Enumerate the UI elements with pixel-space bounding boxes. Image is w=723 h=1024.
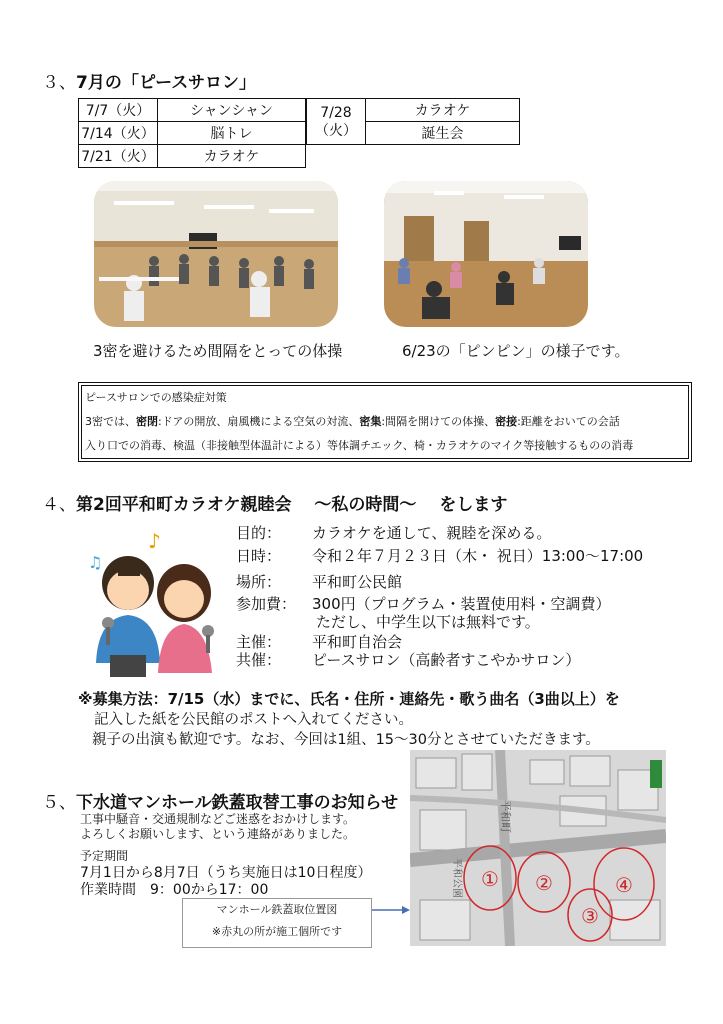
recruit-line2: 記入した紙を公民館のポストへ入れてください。 — [94, 712, 413, 728]
detail-value: ただし、中学生以下は無料です。 — [316, 613, 540, 631]
detail-row — [236, 571, 706, 593]
infection-control-inner — [81, 385, 689, 459]
detail-row — [236, 545, 706, 571]
schedule-event: 脳トレ — [158, 122, 306, 145]
karaoke-illustration — [80, 523, 230, 683]
detail-value: 令和２年７月２３日（木・ 祝日）13:00～17:00 — [312, 547, 644, 565]
detail-value: 平和町自治会 — [312, 633, 403, 651]
schedule-date-right — [307, 99, 366, 145]
detail-row — [236, 631, 706, 649]
detail-label: 日時： — [236, 547, 282, 565]
map-marker-3: ③ — [581, 904, 599, 928]
infobox-keyword: 密閉 — [136, 415, 158, 428]
construction-schedule — [80, 848, 371, 899]
schedule-date-line1: 7/28 — [320, 104, 352, 121]
schedule-event: カラオケ — [366, 99, 520, 122]
map-note-line2: ※赤丸の所が施工個所です — [211, 925, 343, 938]
infobox-keyword: 密集 — [359, 415, 382, 428]
detail-row — [236, 522, 706, 545]
section3-heading — [42, 68, 256, 93]
detail-value: カラオケを通して、親睦を深める。 — [312, 524, 552, 542]
section3-title: 7月の「ピースサロン」 — [76, 73, 256, 93]
exercise-photo-2-image — [384, 181, 588, 327]
map-marker-2: ② — [535, 871, 553, 895]
karaoke-singers-image — [80, 523, 230, 683]
notice-line1: 工事中騒音・交通規制などご迷惑をおかけします。 — [80, 812, 356, 826]
detail-label: 共催： — [236, 651, 282, 669]
detail-value: 300円（プログラム・装置使用料・空調費） — [312, 595, 611, 613]
recruit-line3: 親子の出演も歓迎です。なお、今回は1組、15～30分とさせていただきます。 — [92, 732, 600, 748]
schedule-event: シャンシャン — [158, 99, 306, 122]
infobox-text: 3密では、 — [85, 415, 136, 428]
svg-text:♫: ♫ — [88, 553, 103, 572]
exercise-photo-1 — [94, 181, 338, 327]
detail-row — [236, 593, 706, 611]
map-note-box — [182, 898, 372, 948]
schedule-table-left — [78, 98, 306, 168]
infobox-keyword: 密接 — [495, 415, 518, 428]
arrow-right-icon — [372, 904, 410, 916]
detail-label: 参加費： — [236, 595, 297, 613]
infobox-text: :間隔を開けての体操、 — [381, 415, 496, 428]
photo2-caption: 6/23の「ピンピン」の様子です。 — [402, 342, 630, 360]
svg-text:平和町: 平和町 — [499, 800, 512, 833]
infobox-title: ピースサロンでの感染症対策 — [85, 391, 227, 404]
schedule-date: 7/7（火） — [79, 99, 158, 122]
photo1-caption: 3密を避けるため間隔をとっての体操 — [93, 342, 343, 360]
period-label: 予定期間 — [80, 849, 129, 863]
work-hours: 作業時間 9：00から17：00 — [80, 882, 269, 898]
section4-number: ４、 — [42, 495, 76, 515]
schedule-row — [79, 99, 306, 122]
schedule-event: 誕生会 — [366, 122, 520, 145]
detail-row — [236, 611, 706, 631]
detail-label: 場所： — [236, 573, 282, 591]
exercise-photo-1-image — [94, 181, 338, 327]
schedule-date: 7/21（火） — [79, 145, 158, 168]
detail-value: 平和町公民館 — [312, 573, 403, 591]
section5-heading — [42, 788, 398, 813]
schedule-date: 7/14（火） — [79, 122, 158, 145]
period-value: 7月1日から8月7日（うち実施日は10日程度） — [80, 865, 372, 881]
schedule-row — [79, 122, 306, 145]
event-details — [236, 522, 706, 669]
detail-row — [236, 649, 706, 669]
infobox-text: :ドアの開放、扇風機による空気の対流、 — [158, 415, 360, 428]
svg-text:平和公園: 平和公園 — [451, 858, 462, 898]
recruit-line1: ※募集方法：7/15（水）までに、氏名・住所・連絡先・歌う曲名（3曲以上）を — [78, 690, 620, 708]
map-marker-1: ① — [481, 867, 499, 891]
section5-title: 下水道マンホール鉄蓋取替工事のお知らせ — [76, 793, 399, 813]
notice-line2: よろしくお願いします、という連絡がありました。 — [80, 827, 356, 841]
svg-text:♪: ♪ — [148, 529, 161, 553]
section4-heading — [42, 490, 507, 515]
infobox-line2: 入り口での消毒、検温（非接触型体温計による）等体調チエック、椅・カラオケのマイク等接触するものの消毒 — [85, 439, 634, 452]
detail-label: 主催： — [236, 633, 282, 651]
recruitment-notice — [78, 688, 708, 748]
schedule-table-right — [306, 98, 520, 145]
manhole-map-image — [410, 750, 666, 946]
manhole-map — [410, 750, 666, 946]
schedule-event: カラオケ — [158, 145, 306, 168]
detail-label: 目的： — [236, 524, 282, 542]
infection-control-box — [78, 382, 692, 462]
section4-title: 第2回平和町カラオケ親睦会 ～私の時間～ をします — [76, 495, 508, 515]
map-marker-4: ④ — [615, 873, 633, 897]
exercise-photo-2 — [384, 181, 588, 327]
notice-body — [80, 812, 355, 842]
section3-number: ３、 — [42, 73, 76, 93]
infobox-text: :距離をおいての会話 — [517, 415, 620, 428]
map-note-line1: マンホール鉄蓋取位置図 — [216, 903, 338, 916]
section5-number: ５、 — [42, 793, 76, 813]
detail-value: ピースサロン（高齢者すこやかサロン） — [312, 651, 581, 669]
infobox-line1 — [85, 410, 685, 434]
schedule-row — [79, 145, 306, 168]
schedule-date-line2: （火） — [315, 122, 357, 139]
